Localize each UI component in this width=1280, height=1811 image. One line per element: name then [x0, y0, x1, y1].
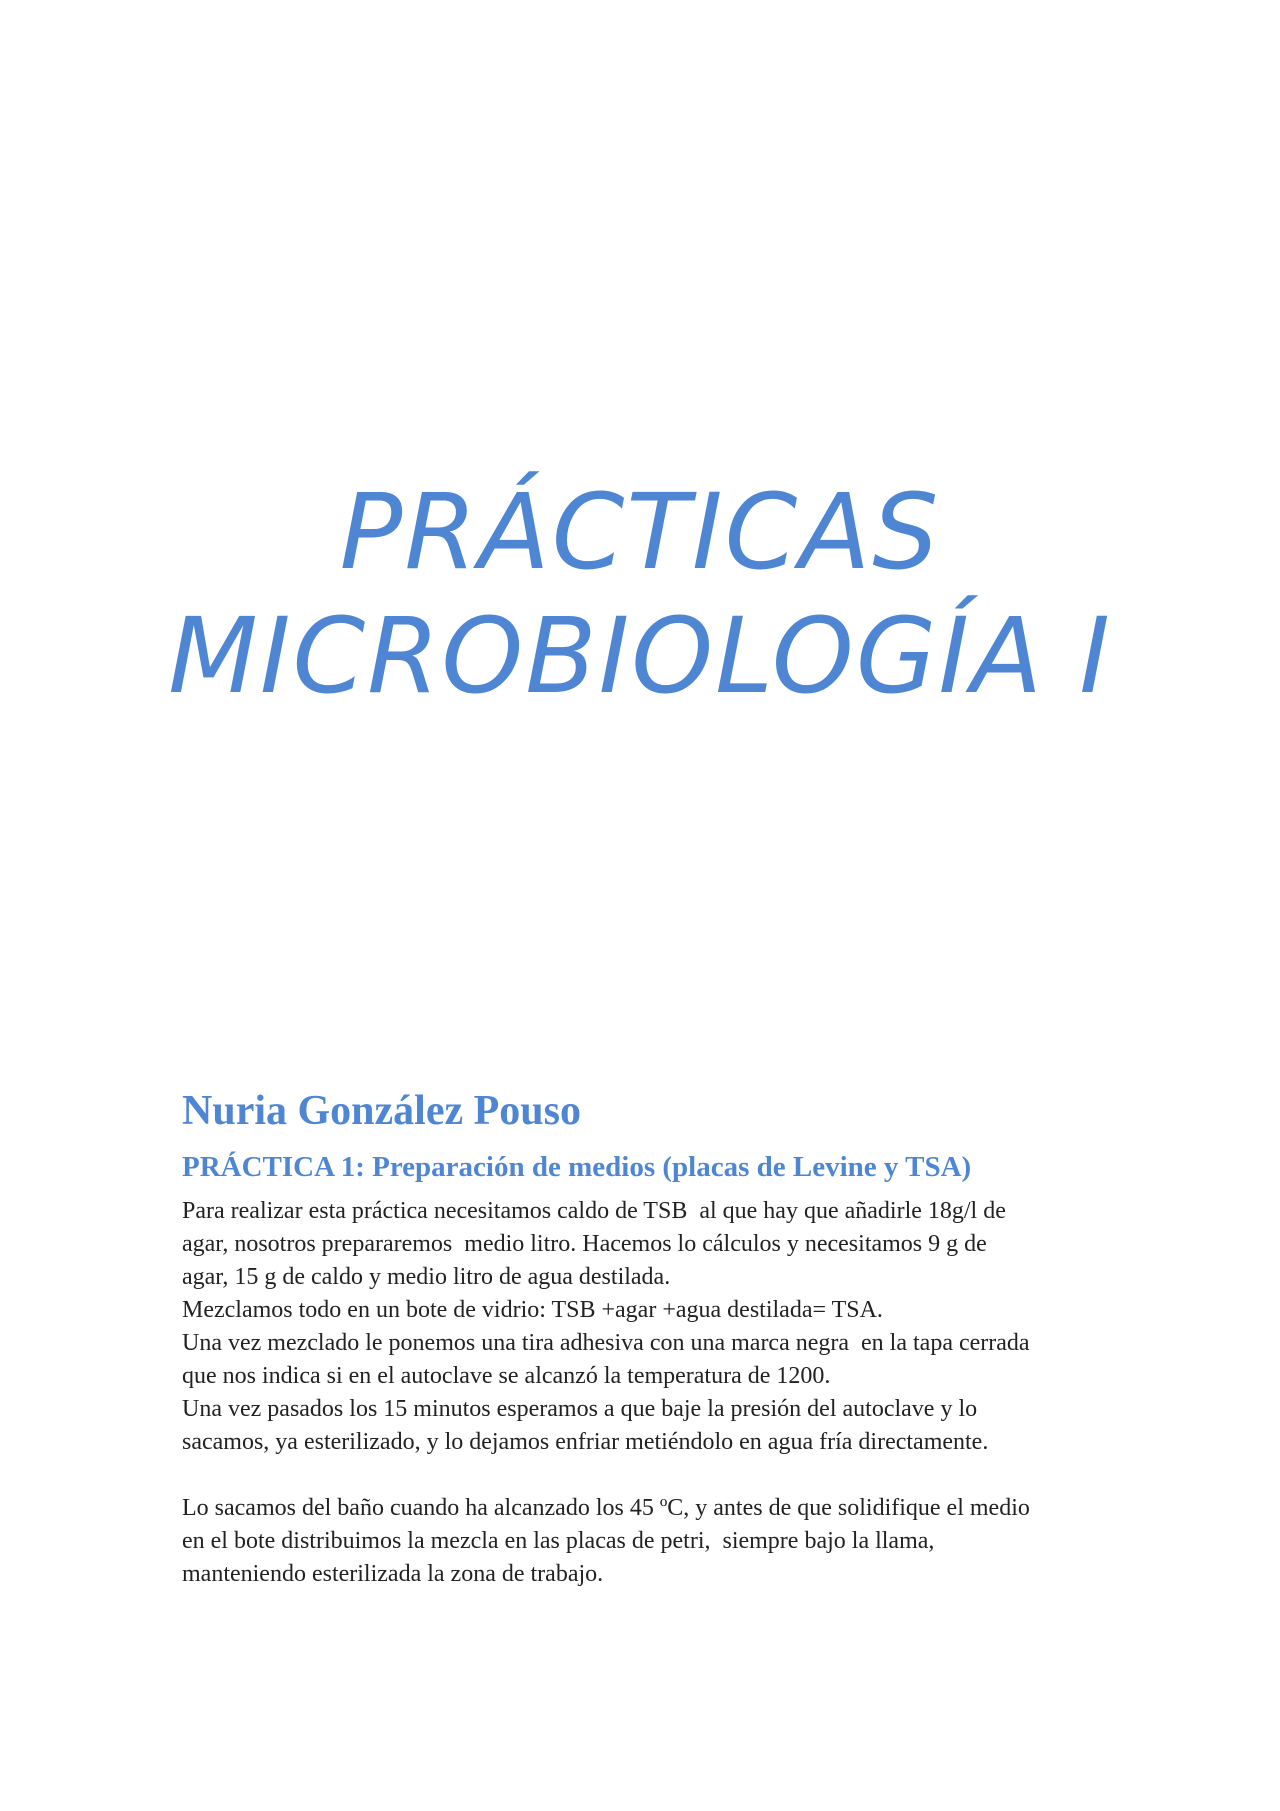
section-heading: PRÁCTICA 1: Preparación de medios (placas de Levine y TSA) — [182, 1151, 972, 1183]
document-title — [0, 470, 1280, 718]
title-line-1: PRÁCTICAS — [339, 471, 941, 593]
text-line: Una vez mezclado le ponemos una tira adhesiva con una marca negra en la tapa cerrada — [182, 1330, 1030, 1356]
text-line: agar, nosotros prepararemos medio litro. Hacemos lo cálculos y necesitamos 9 g de — [182, 1231, 987, 1257]
title-line-2: MICROBIOLOGÍA I — [168, 595, 1112, 717]
paragraph-block-1 — [182, 1195, 1122, 1459]
author-name: Nuria González Pouso — [182, 1088, 581, 1134]
text-line: en el bote distribuimos la mezcla en las placas de petri, siempre bajo la llama, — [182, 1528, 935, 1554]
text-line: sacamos, ya esterilizado, y lo dejamos enfriar metiéndolo en agua fría directamente. — [182, 1429, 989, 1455]
text-line: Para realizar esta práctica necesitamos caldo de TSB al que hay que añadirle 18g/l de — [182, 1198, 1006, 1224]
text-line: Una vez pasados los 15 minutos esperamos a que baje la presión del autoclave y lo — [182, 1396, 978, 1422]
text-line: que nos indica si en el autoclave se alcanzó la temperatura de 1200. — [182, 1363, 831, 1389]
text-line: manteniendo esterilizada la zona de trabajo. — [182, 1561, 604, 1587]
text-line: agar, 15 g de caldo y medio litro de agua destilada. — [182, 1264, 671, 1290]
text-line: Mezclamos todo en un bote de vidrio: TSB +agar +agua destilada= TSA. — [182, 1297, 883, 1323]
document-content — [182, 1085, 1122, 1591]
paragraph-block-2 — [182, 1492, 1122, 1591]
text-line: Lo sacamos del baño cuando ha alcanzado los 45 ºC, y antes de que solidifique el medio — [182, 1495, 1030, 1521]
paragraph-spacer — [182, 1459, 1122, 1492]
